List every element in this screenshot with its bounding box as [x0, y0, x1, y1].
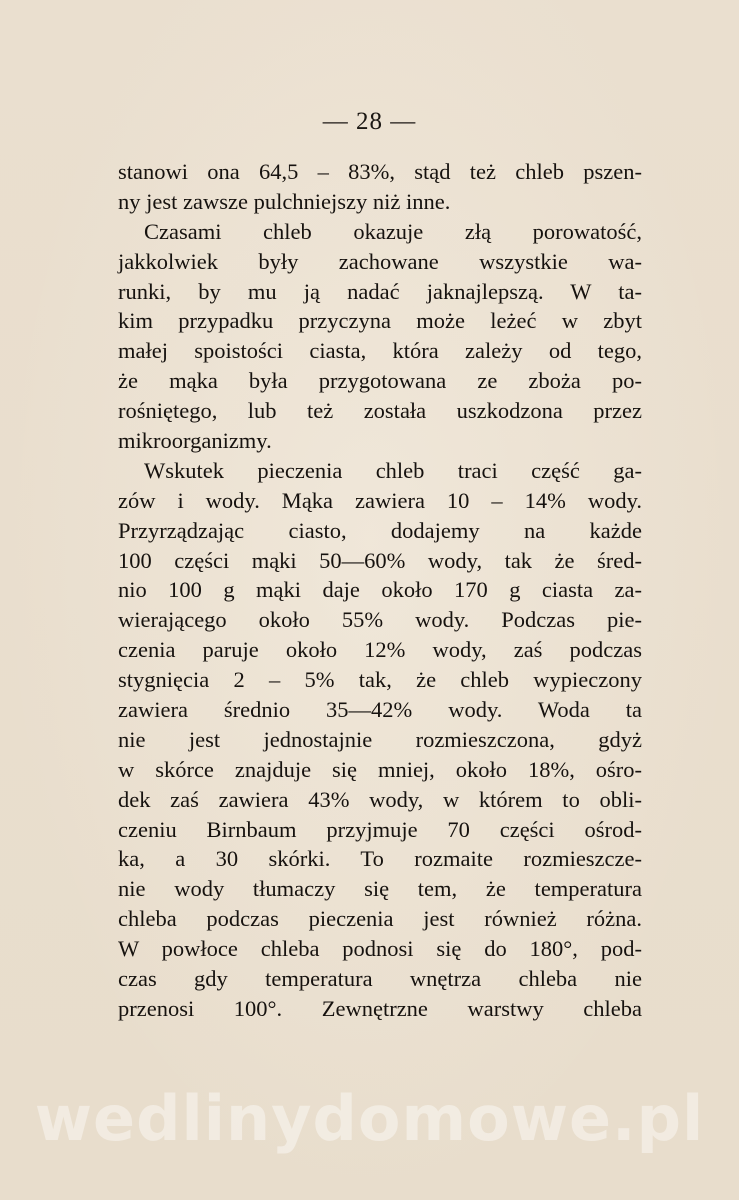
text-line: Przyrządzając ciasto, dodajemy na każde	[118, 517, 642, 543]
watermark: wedlinydomowe.pl	[34, 1082, 705, 1155]
text-line: w skórce znajduje się mniej, około 18%, ośro-	[118, 756, 642, 782]
text-line: czenia paruje około 12% wody, zaś podczas	[118, 637, 642, 663]
text-line: rośniętego, lub też została uszkodzona przez	[118, 398, 642, 424]
text-line: kim przypadku przyczyna może leżeć w zbyt	[118, 308, 642, 334]
body-text	[118, 157, 642, 1024]
text-line: W powłoce chleba podnosi się do 180°, pod-	[118, 936, 642, 962]
text-line: stanowi ona 64,5 – 83%, stąd też chleb pszen-	[118, 159, 642, 184]
text-line: czeniu Birnbaum przyjmuje 70 części ośrod-	[118, 816, 642, 842]
text-line: małej spoistości ciasta, która zależy od tego,	[118, 338, 642, 364]
text-line: jakkolwiek były zachowane wszystkie wa-	[118, 248, 642, 274]
text-line: dek zaś zawiera 43% wody, w którem to obli-	[118, 786, 642, 812]
text-line: runki, by mu ją nadać jaknajlepszą. W ta-	[118, 278, 642, 304]
text-line: nio 100 g mąki daje około 170 g ciasta za-	[118, 577, 642, 603]
text-line: nie wody tłumaczy się tem, że temperatura	[118, 876, 642, 902]
text-line: Wskutek pieczenia chleb traci część ga-	[144, 457, 642, 483]
text-line: ny jest zawsze pulchniejszy niż inne.	[118, 188, 451, 214]
text-line: mikroorganizmy.	[118, 428, 272, 454]
text-line: chleba podczas pieczenia jest również różna.	[118, 906, 642, 932]
text-line: wierającego około 55% wody. Podczas pie-	[118, 607, 642, 633]
text-line: stygnięcia 2 – 5% tak, że chleb wypieczony	[118, 667, 642, 693]
text-line: nie jest jednostajnie rozmieszczona, gdyż	[118, 726, 642, 752]
text-line: 100 części mąki 50—60% wody, tak że śred-	[118, 547, 642, 573]
text-line: przenosi 100°. Zewnętrzne warstwy chleba	[118, 995, 642, 1021]
text-line: Czasami chleb okazuje złą porowatość,	[144, 218, 642, 244]
text-line: czas gdy temperatura wnętrza chleba nie	[118, 966, 642, 992]
text-line: zów i wody. Mąka zawiera 10 – 14% wody.	[118, 487, 642, 513]
text-line: ka, a 30 skórki. To rozmaite rozmieszcze-	[118, 846, 642, 872]
page-number: — 28 —	[322, 108, 417, 135]
text-line: że mąka była przygotowana ze zboża po-	[118, 368, 642, 394]
text-line: zawiera średnio 35—42% wody. Woda ta	[118, 697, 642, 723]
